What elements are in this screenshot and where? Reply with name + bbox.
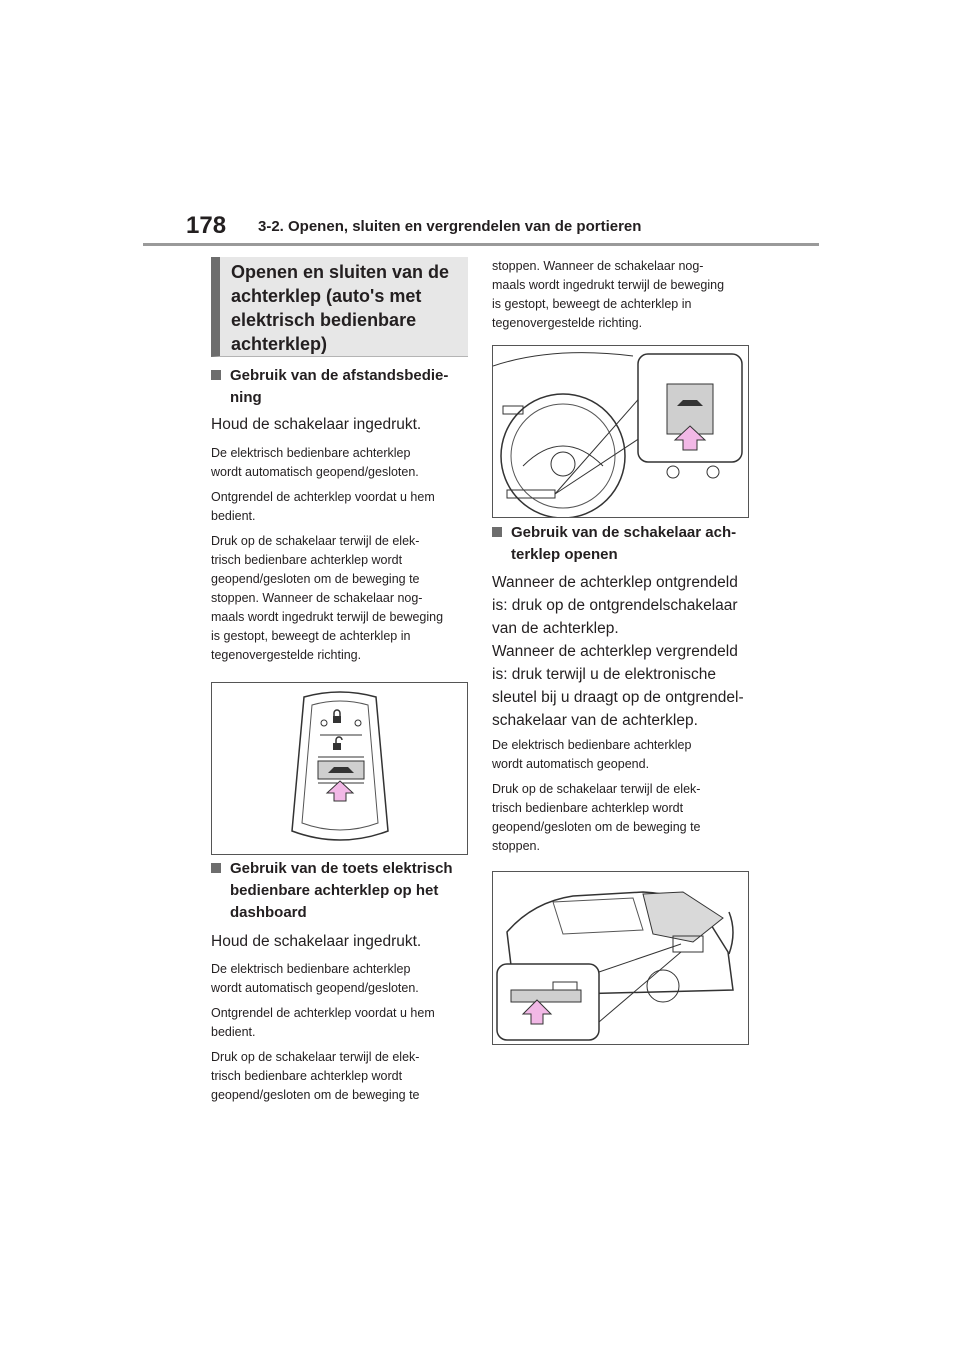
rear-car-illustration <box>493 872 748 1044</box>
key-fob-illustration <box>212 683 467 854</box>
note-dashboard-unlock: Ontgrendel de achterklep voordat u hem bedient. <box>211 1006 435 1039</box>
instruction-unlocked: Wanneer de achterklep ontgrendeld is: druk op de ontgrendelschakelaar van de achterklep. <box>492 574 738 637</box>
dashboard-illustration <box>493 346 748 517</box>
note-dashboard-stop-cont: stoppen. Wanneer de schakelaar nog- maals wordt ingedrukt terwijl de beweging is gestopt, beweegt de achterklep in tegenovergestelde richting. <box>492 259 725 330</box>
section-title: Openen en sluiten van de achterklep (auto's met elektrisch bedienbare achterklep) <box>231 262 450 354</box>
instruction-locked: Wanneer de achterklep vergrendeld is: druk terwijl u de elektronische sleutel bij u draagt op de ontgrendel- schakelaar van de achterklep. <box>492 643 744 729</box>
heading-remote: Gebruik van de afstandsbedie- ning <box>211 365 467 409</box>
instruction-dashboard: Houd de schakelaar ingedrukt. <box>211 933 422 950</box>
note-switch-stop: Druk op de schakelaar terwijl de elek- trisch bedienbare achterklep wordt geopend/gesloten om de beweging te stoppen. <box>492 782 701 853</box>
note-switch-auto: De elektrisch bedienbare achterklep wordt automatisch geopend. <box>492 738 692 771</box>
heading-dashboard: Gebruik van de toets elektrisch bedienbare achterklep op het dashboard <box>211 858 467 924</box>
instruction-remote: Houd de schakelaar ingedrukt. <box>211 416 422 433</box>
figure-dashboard-switch <box>492 345 749 518</box>
note-dashboard-stop: Druk op de schakelaar terwijl de elek- trisch bedienbare achterklep wordt geopend/gesloten om de beweging te <box>211 1050 420 1102</box>
note-remote-unlock: Ontgrendel de achterklep voordat u hem bedient. <box>211 490 435 523</box>
note-remote-auto: De elektrisch bedienbare achterklep wordt automatisch geopend/gesloten. <box>211 446 419 479</box>
figure-key-fob <box>211 682 468 855</box>
note-remote-stop: Druk op de schakelaar terwijl de elek- trisch bedienbare achterklep wordt geopend/gesloten om de beweging te stoppen. Wanneer de schakelaar nog- maals wordt ingedrukt terwijl de beweging is gestopt, beweegt de achterklep in tegenovergestelde richting. <box>211 534 444 662</box>
note-dashboard-auto: De elektrisch bedienbare achterklep wordt automatisch geopend/gesloten. <box>211 962 419 995</box>
figure-tailgate-switch <box>492 871 749 1045</box>
heading-tailgate-switch: Gebruik van de schakelaar ach- terklep openen <box>492 522 748 566</box>
header-section-title: 3-2. Openen, sluiten en vergrendelen van de portieren <box>258 218 642 235</box>
section-heading-box <box>211 257 468 357</box>
header-divider <box>143 243 819 246</box>
page-number: 178 <box>186 212 227 239</box>
